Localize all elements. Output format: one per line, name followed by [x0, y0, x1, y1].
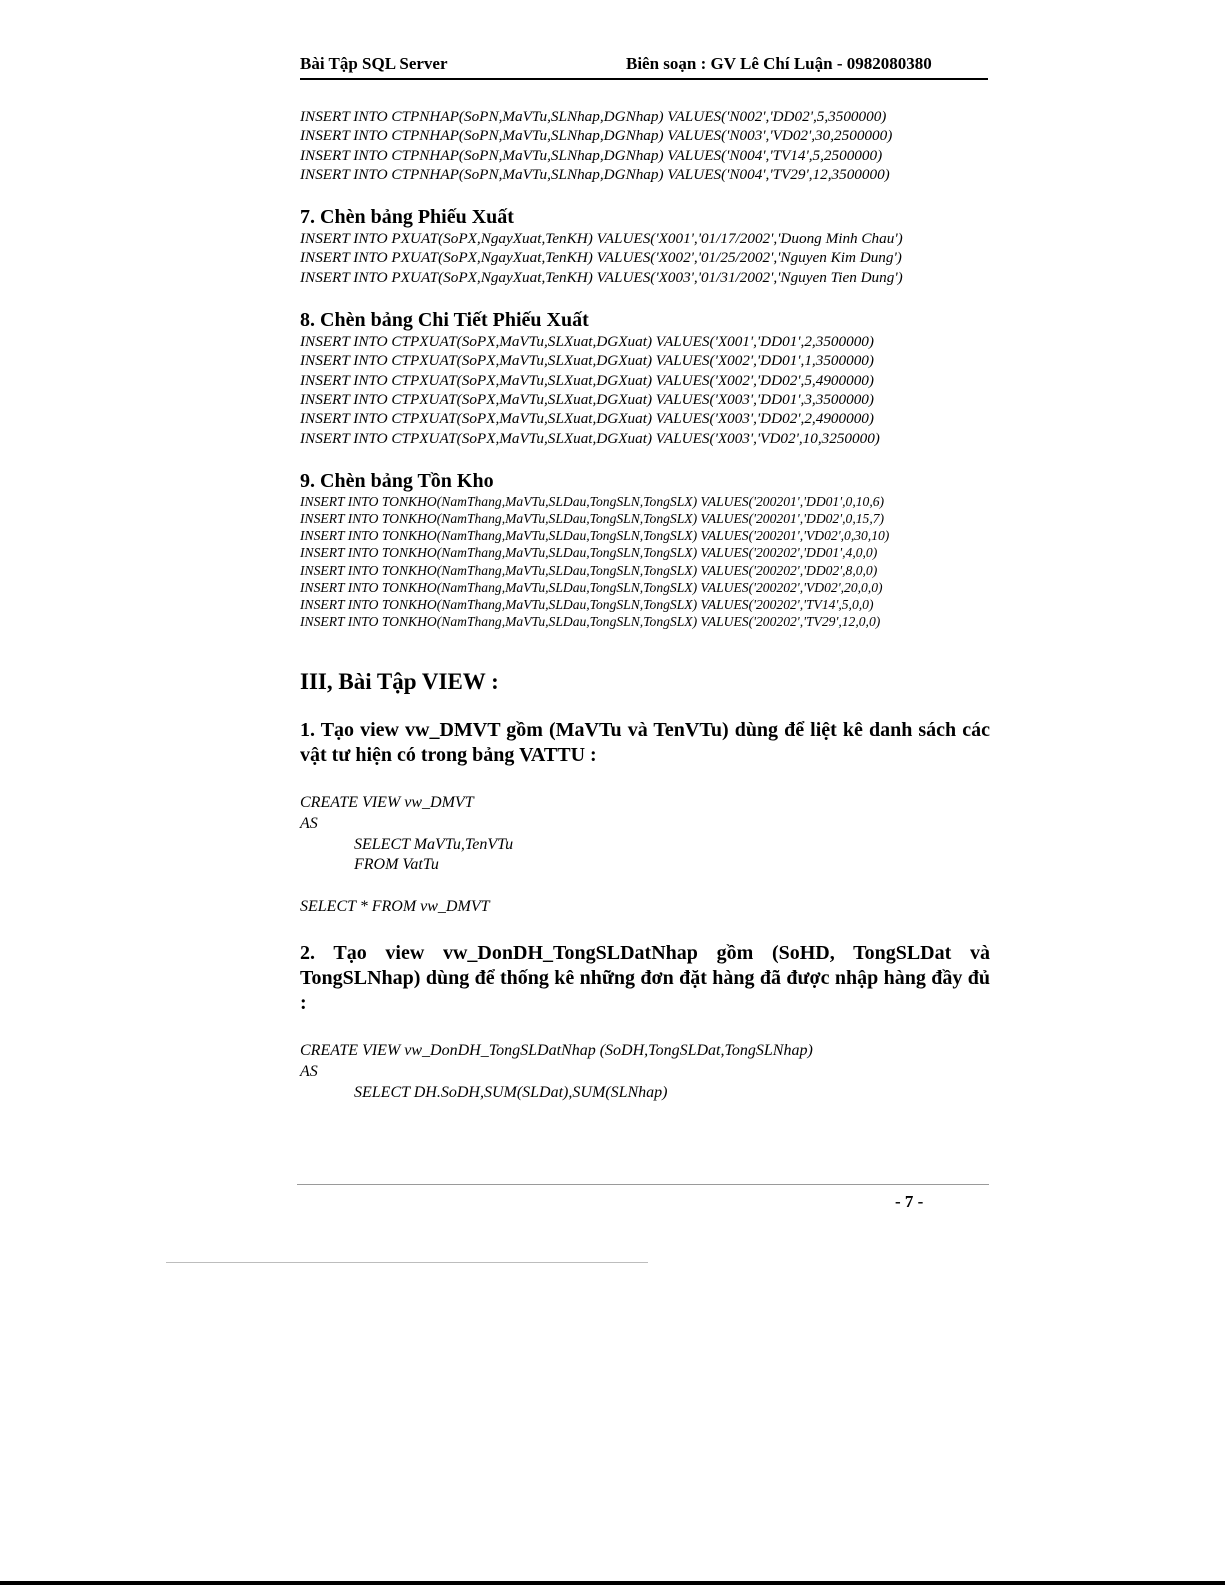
code-line: INSERT INTO TONKHO(NamThang,MaVTu,SLDau,TongSLN,TongSLX) VALUES('200201','DD01',0,10,6) — [300, 493, 885, 509]
question-2-code-block — [300, 1041, 990, 1103]
question-2-text: 2. Tạo view vw_DonDH_TongSLDatNhap gồm (SoHD, TongSLDat và TongSLNhap) dùng để thống kê những đơn đặt hàng đã được nhập hàng đầy đủ : — [300, 942, 990, 1015]
code-line: INSERT INTO CTPNHAP(SoPN,MaVTu,SLNhap,DGNhap) VALUES('N004','TV29',12,3500000) — [300, 165, 890, 183]
code-line: SELECT DH.SoDH,SUM(SLDat),SUM(SLNhap) — [354, 1083, 668, 1101]
code-line: FROM VatTu — [354, 856, 439, 874]
code-line: CREATE VIEW vw_DMVT — [300, 794, 474, 812]
code-line: INSERT INTO CTPNHAP(SoPN,MaVTu,SLNhap,DGNhap) VALUES('N004','TV14',5,2500000) — [300, 146, 883, 164]
code-line: INSERT INTO CTPNHAP(SoPN,MaVTu,SLNhap,DGNhap) VALUES('N003','VD02',30,2500000) — [300, 127, 893, 145]
code-line: INSERT INTO CTPXUAT(SoPX,MaVTu,SLXuat,DGXuat) VALUES('X002','DD01',1,3500000) — [300, 352, 874, 370]
page-bottom-edge — [0, 1581, 1225, 1585]
code-line: INSERT INTO TONKHO(NamThang,MaVTu,SLDau,TongSLN,TongSLX) VALUES('200202','DD01',4,0,0) — [300, 545, 878, 561]
question-1-code-block — [300, 793, 990, 875]
section-8-title: 8. Chèn bảng Chi Tiết Phiếu Xuất — [300, 309, 589, 332]
code-line: INSERT INTO TONKHO(NamThang,MaVTu,SLDau,TongSLN,TongSLX) VALUES('200202','VD02',20,0,0) — [300, 579, 883, 595]
page-content — [300, 107, 990, 1103]
code-line: AS — [300, 815, 318, 833]
code-line: INSERT INTO TONKHO(NamThang,MaVTu,SLDau,TongSLN,TongSLX) VALUES('200201','VD02',0,30,10) — [300, 528, 890, 544]
code-line: INSERT INTO TONKHO(NamThang,MaVTu,SLDau,TongSLN,TongSLX) VALUES('200201','DD02',0,15,7) — [300, 511, 885, 527]
ctpnhap-code-block — [300, 107, 990, 184]
code-line: INSERT INTO TONKHO(NamThang,MaVTu,SLDau,TongSLN,TongSLX) VALUES('200202','TV29',12,0,0) — [300, 614, 881, 630]
section-9-title: 9. Chèn bảng Tồn Kho — [300, 469, 494, 492]
code-line: INSERT INTO CTPXUAT(SoPX,MaVTu,SLXuat,DGXuat) VALUES('X002','DD02',5,4900000) — [300, 371, 874, 389]
code-line: INSERT INTO CTPNHAP(SoPN,MaVTu,SLNhap,DGNhap) VALUES('N002','DD02',5,3500000) — [300, 108, 887, 125]
code-line: SELECT MaVTu,TenVTu — [354, 835, 514, 853]
footnote-rule — [166, 1262, 648, 1263]
question-1-text: 1. Tạo view vw_DMVT gồm (MaVTu và TenVTu) dùng để liệt kê danh sách các vật tư hiện có trong bảng VATTU : — [300, 719, 990, 767]
section-8-code-block — [300, 332, 990, 448]
page-header — [300, 52, 988, 80]
code-line: INSERT INTO TONKHO(NamThang,MaVTu,SLDau,TongSLN,TongSLX) VALUES('200202','TV14',5,0,0) — [300, 597, 874, 613]
header-author: Biên soạn : GV Lê Chí Luận - 0982080380 — [626, 54, 932, 73]
header-title: Bài Tập SQL Server — [300, 54, 448, 73]
code-line: INSERT INTO TONKHO(NamThang,MaVTu,SLDau,TongSLN,TongSLX) VALUES('200202','DD02',8,0,0) — [300, 562, 878, 578]
code-line: INSERT INTO PXUAT(SoPX,NgayXuat,TenKH) VALUES('X002','01/25/2002','Nguyen Kim Dung') — [300, 249, 902, 267]
section-7-title: 7. Chèn bảng Phiếu Xuất — [300, 206, 514, 229]
code-line: INSERT INTO CTPXUAT(SoPX,MaVTu,SLXuat,DGXuat) VALUES('X003','DD01',3,3500000) — [300, 390, 874, 408]
code-line: INSERT INTO PXUAT(SoPX,NgayXuat,TenKH) VALUES('X003','01/31/2002','Nguyen Tien Dung') — [300, 268, 903, 286]
code-line: AS — [300, 1063, 318, 1081]
code-line: INSERT INTO CTPXUAT(SoPX,MaVTu,SLXuat,DGXuat) VALUES('X003','VD02',10,3250000) — [300, 429, 880, 447]
code-line: INSERT INTO CTPXUAT(SoPX,MaVTu,SLXuat,DGXuat) VALUES('X001','DD01',2,3500000) — [300, 333, 874, 351]
code-line: INSERT INTO CTPXUAT(SoPX,MaVTu,SLXuat,DGXuat) VALUES('X003','DD02',2,4900000) — [300, 410, 874, 428]
code-line: CREATE VIEW vw_DonDH_TongSLDatNhap (SoDH,TongSLDat,TongSLNhap) — [300, 1042, 813, 1060]
section-7-code-block — [300, 229, 990, 287]
footer-divider — [297, 1184, 989, 1185]
part-3-title: III, Bài Tập VIEW : — [300, 669, 499, 695]
section-9-code-block — [300, 493, 990, 631]
question-1-select: SELECT * FROM vw_DMVT — [300, 897, 490, 915]
page-number: - 7 - — [895, 1192, 924, 1211]
code-line: INSERT INTO PXUAT(SoPX,NgayXuat,TenKH) VALUES('X001','01/17/2002','Duong Minh Chau') — [300, 230, 903, 248]
